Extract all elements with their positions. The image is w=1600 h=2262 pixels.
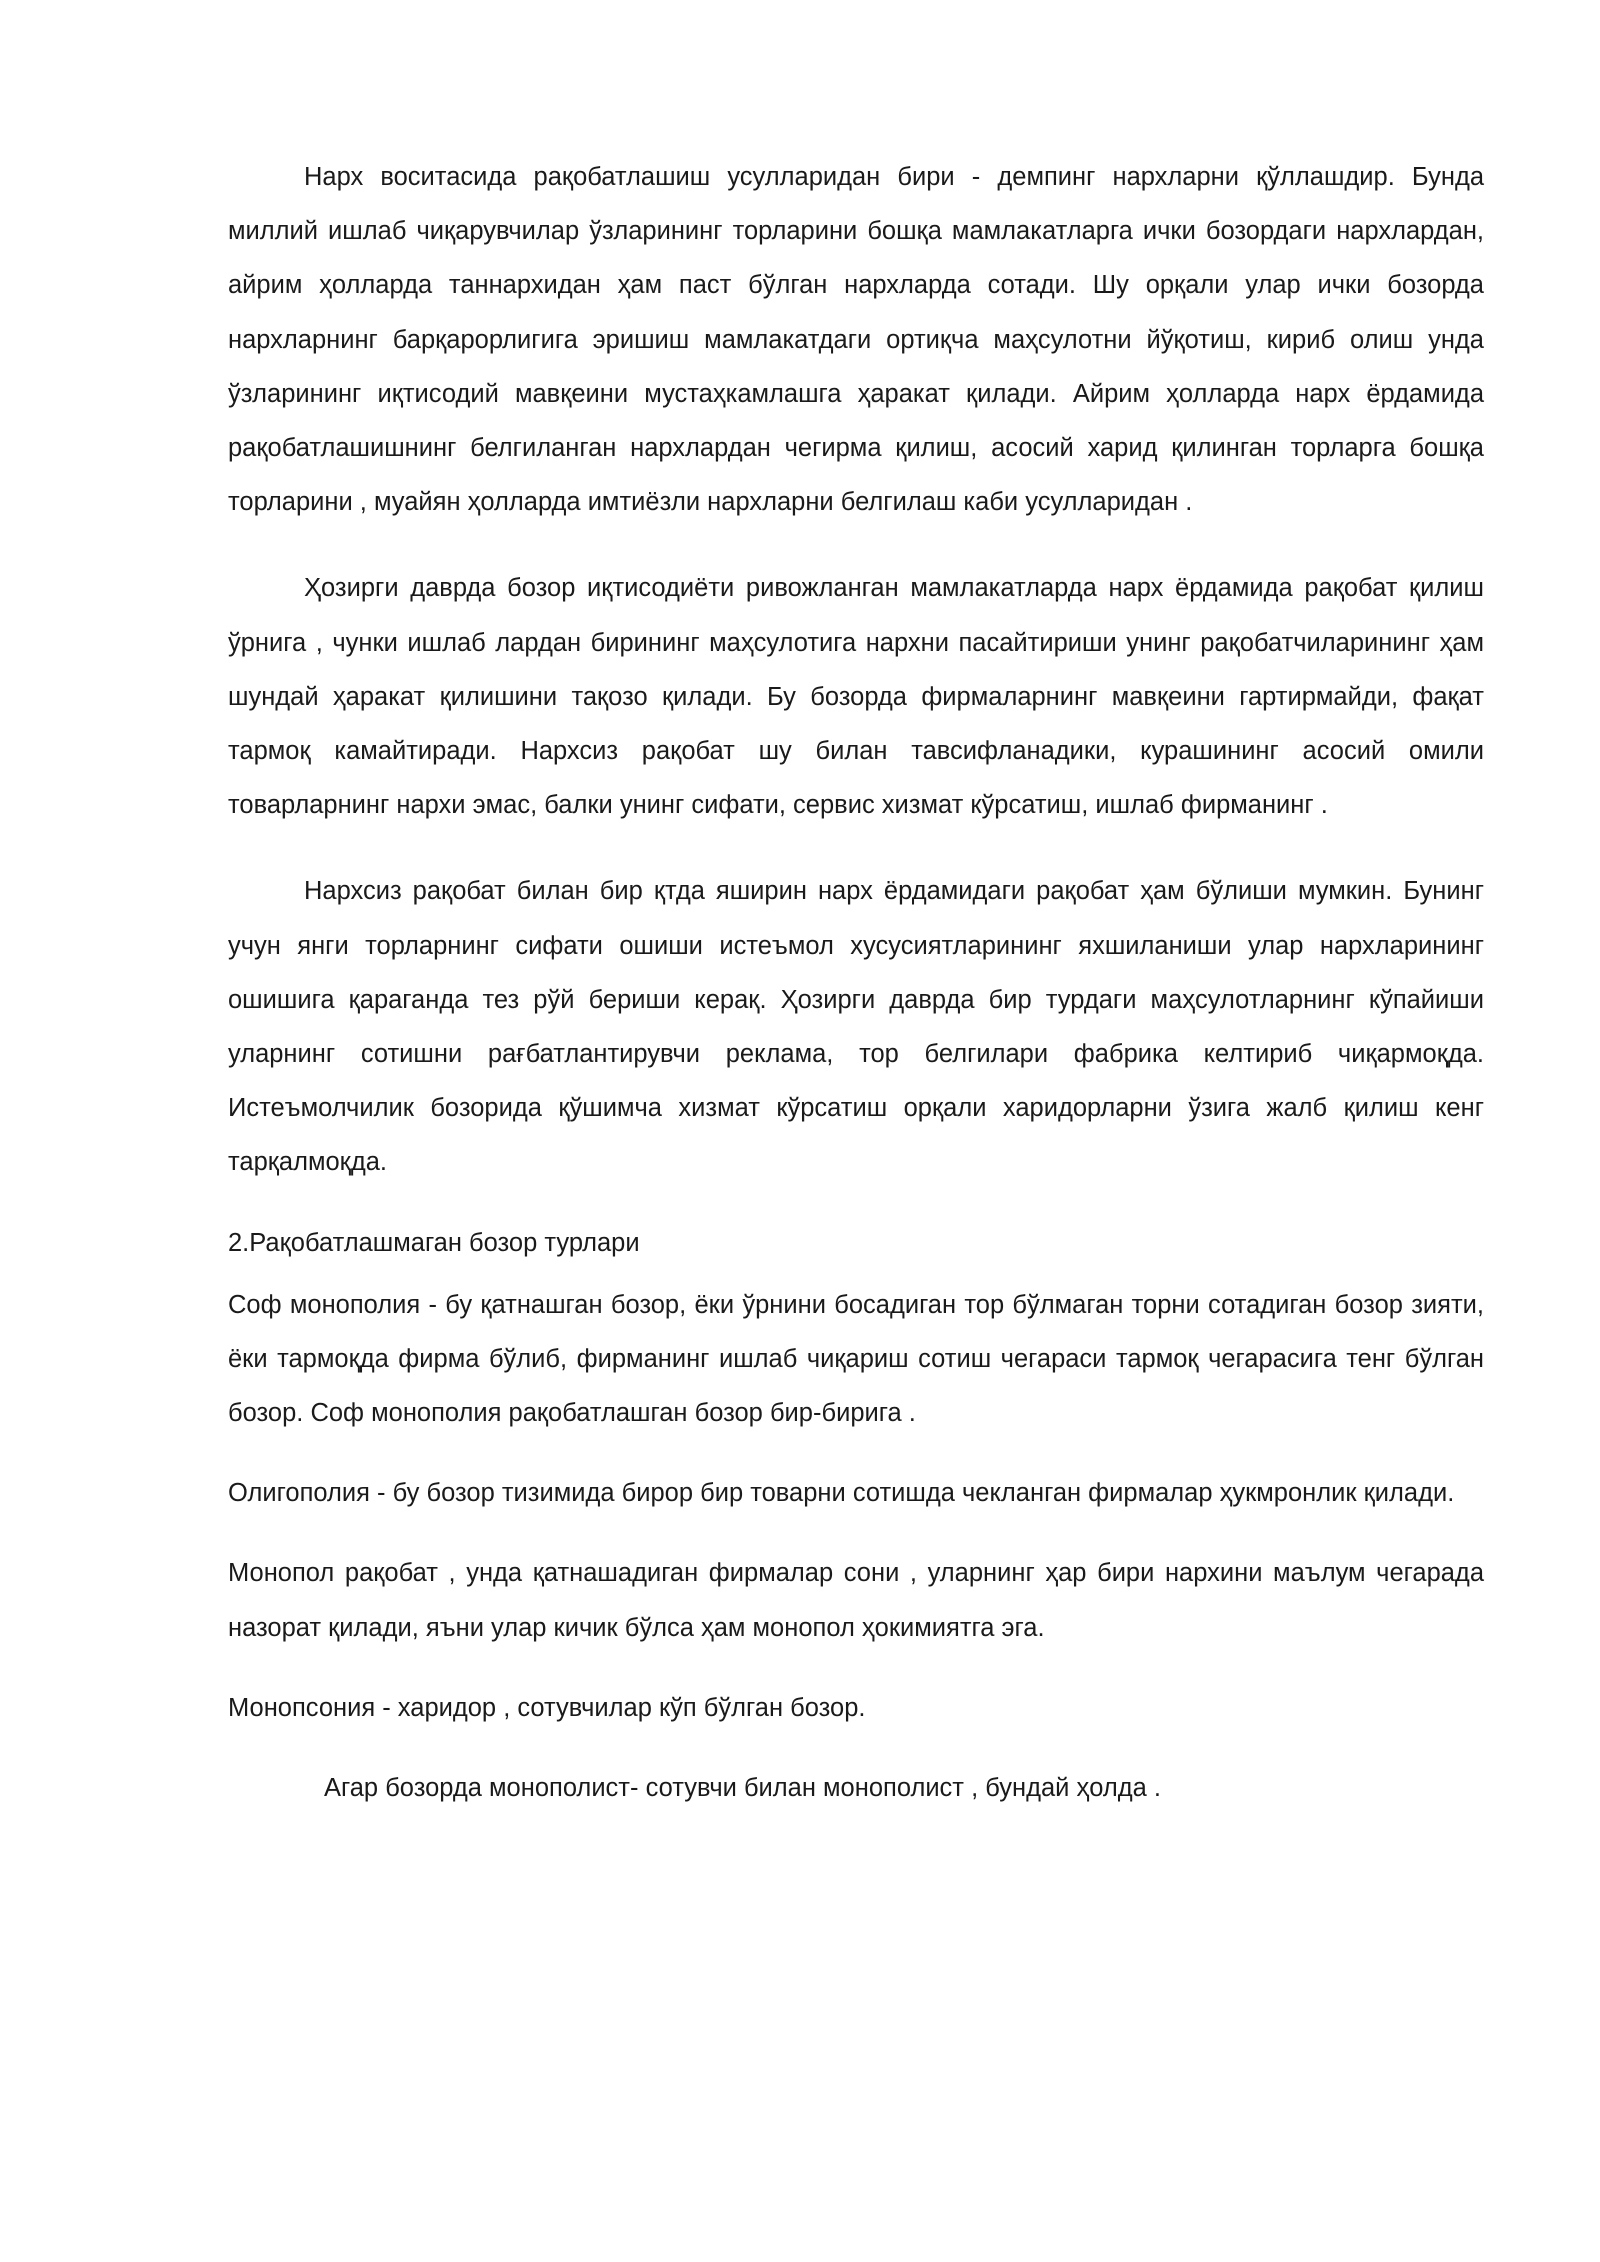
paragraph-price-competition: Нарх воситасида рақобатлашиш усулларидан бири - демпинг нархларни қўллашдир. Бунда миллий ишлаб чиқарувчилар ўзларининг торларини бошқа мамлакатларга ички бозордаги нархлардан, айрим ҳолларда таннархидан ҳам паст бўлган нархларда сотади. Шу орқали улар ички бозорда нархларнинг барқарорлигига эришиш мамлакатдаги ортиқча маҳсулотни йўқотиш, кириб олиш унда ўзларининг иқтисодий мавқеини мустаҳкамлашга ҳаракат қилади. Айрим ҳолларда нарх ёрдамида рақобатлашишнинг белгиланган нархлардан чегирма қилиш, асосий харид қилинган торларга бошқа торларини , муайян ҳолларда имтиёзли нархларни белгилаш каби усулларидан . <box>228 163 1484 517</box>
paragraph-nonprice-competition: Ҳозирги даврда бозор иқтисодиёти ривожланган мамлакатларда нарх ёрдамида рақобат қилиш ўрнига , чунки ишлаб лардан бирининг маҳсулотига нархни пасайтириши унинг рақобатчиларининг ҳам шундай ҳаракат қилишини тақозо қилади. Бу бозорда фирмаларнинг мавқеини гартирмайди, фақат тармоқ камайтиради. Нархсиз рақобат шу билан тавсифланадики, курашининг асосий омили товарларнинг нархи эмас, балки унинг сифати, сервис хизмат кўрсатиш, ишлаб фирманинг . <box>228 574 1484 820</box>
section-heading: 2.Рақобатлашмаган бозор турлари <box>228 1228 640 1257</box>
document-page <box>228 150 1484 1815</box>
definition-monopsony: Монопсония - харидор , сотувчилар кўп бўлган бозор. <box>228 1693 866 1722</box>
definition-monopolistic-competition: Монопол рақобат , унда қатнашадиган фирмалар сони , уларнинг ҳар бири нархини маълум чегарада назорат қилади, яъни улар кичик бўлса ҳам монопол ҳокимиятга эга. <box>228 1559 1484 1642</box>
definition-oligopoly: Олигополия - бу бозор тизимида бирор бир товарни сотишда чекланган фирмалар ҳукмронлик қилади. <box>228 1479 1455 1508</box>
closing-line: Агар бозорда монополист- сотувчи билан монополист , бундай ҳолда . <box>324 1774 1161 1803</box>
definition-pure-monopoly: Соф монополия - бу қатнашган бозор, ёки ўрнини босадиган тор бўлмаган торни сотадиган бозор зияти, ёки тармоқда фирма бўлиб, фирманинг ишлаб чиқариш сотиш чегараси тармоқ чегарасига тенг бўлган бозор. Соф монополия рақобатлашган бозор бир-бирига . <box>228 1290 1484 1428</box>
paragraph-hidden-price-competition: Нархсиз рақобат билан бир қтда яширин нарх ёрдамидаги рақобат ҳам бўлиши мумкин. Бунинг учун янги торларнинг сифати ошиши истеъмол хусусиятларининг яхшиланиши улар нархларининг ошишига қараганда тез рўй бериши керақ. Ҳозирги даврда бир турдаги маҳсулотларнинг кўпайиши уларнинг сотишни рағбатлантирувчи реклама, тор белгилари фабрика келтириб чиқармоқда. Истеъмолчилик бозорида қўшимча хизмат кўрсатиш орқали харидорларни ўзига жалб қилиш кенг тарқалмоқда. <box>228 877 1484 1177</box>
